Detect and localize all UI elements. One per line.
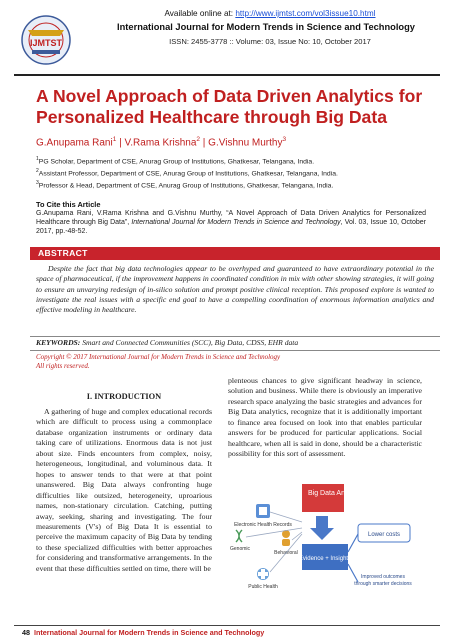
author-name: G.Anupama Rani (36, 137, 113, 149)
affiliation-sup: 2 (36, 168, 39, 174)
journal-url-link[interactable]: http://www.ijmtst.com/vol3issue10.html (235, 9, 376, 18)
figure-label: Lower costs (367, 532, 401, 538)
affiliation (36, 168, 446, 177)
ehr-icon (256, 504, 270, 518)
keywords-label: KEYWORDS: (36, 338, 81, 347)
affiliation-text: Assistant Professor, Department of CSE, Anurag Group of Institutions, Ghatkesar, Telangana, India. (38, 170, 338, 178)
journal-header (0, 0, 453, 74)
affiliation (36, 180, 446, 189)
author-separator: | (200, 137, 209, 149)
public-health-icon (257, 568, 269, 580)
available-prefix: Available online at: (164, 9, 236, 18)
copyright-line: Copyright © 2017 International Journal for Modern Trends in Science and Technology (36, 353, 281, 361)
journal-logo-graphic (14, 12, 78, 68)
big-data-box (302, 484, 344, 512)
affiliation-text: Professor & Head, Department of CSE, Anurag Group of Institutions, Ghatkesar, Telangana, India. (38, 182, 334, 190)
figure-label: Big Data Analytics (308, 490, 365, 497)
big-data-analytics-figure (230, 482, 414, 616)
citation-journal: International Journal for Modern Trends in Science and Technology (131, 219, 341, 227)
abstract-label: ABSTRACT (38, 248, 88, 258)
page-number: 48 (22, 628, 30, 637)
citation-heading: To Cite this Article (36, 200, 101, 209)
keywords-line (36, 338, 436, 347)
header-divider (14, 74, 440, 76)
right-column (228, 376, 422, 460)
footer-journal-name: International Journal for Modern Trends in Science and Technology (34, 628, 265, 637)
keywords-divider-bottom (30, 350, 440, 351)
affiliation-sup: 1 (36, 156, 39, 162)
copyright-notice (36, 353, 336, 371)
citation-part: G.Anupama Rani, V.Rama Krishna and G.Vishnu Murthy, “A Novel Approach of Data Driven Analytics for Personalized Healthcare through Big Data”, (36, 210, 426, 227)
left-column (36, 392, 212, 574)
intro-paragraph-left: A gathering of huge and complex educational records which are difficult to process using a commonplace database organization instruments or ordinary data taking care of utilizations. Enormous data is not just about size. Finds encounters from complex, noisy, heterogeneous, longitudinal, and voluminous data. It hopes to answer tends to that were at that point unanswered. Big Data always confronting huge difficulties like outsized, heterogeneity, uproarious names, non-stationary circulation. Catching, putting away, seeking, sharing and investigating. The four measurements (V's) of Big Data It is essential to perceive the maximum capacity of Big Data by tending to these specialized difficulties with better approaches for considering and transformative arrangements. In the event that these difficulties settled on time, there will be (36, 407, 212, 573)
author-sup: 1 (112, 136, 117, 143)
figure-label: Public Health (248, 584, 278, 590)
figure-graphic (230, 482, 414, 616)
affiliation (36, 156, 446, 165)
author-sup: 3 (282, 136, 287, 143)
intro-paragraph-right: plenteous chances to give significant headway in science, solution and business. While there is obviously an imperative research space analyzing the basic strategies and advances for Big Data analytics, recognize that it is additionally important to finance area focused on look into that enables particular answers for be produced for particular applications. Social healthcare, when all is said in done, should be a characteristic possibility for this sort of assessment. (228, 376, 422, 459)
figure-label: Evidence + Insights (298, 556, 352, 562)
figure-label: Behavioral (274, 550, 298, 556)
journal-name: International Journal for Modern Trends in Science and Technology (117, 22, 415, 32)
paper-title: A Novel Approach of Data Driven Analytics for Personalized Healthcare through Big Data (36, 86, 423, 127)
author-list (36, 136, 436, 148)
improved-outcomes-box (352, 574, 414, 608)
issn-line: ISSN: 2455-3778 :: Volume: 03, Issue No: 10, October 2017 (169, 37, 371, 46)
citation-text (36, 209, 426, 237)
abstract-text: Despite the fact that big data technologies appear to be overhyped and guaranteed to have extraordinary potential in the space of pharmaceutical, if the improvement happens in coordinated condition in mix with other showing strategies, it will going to ensure an unvarying redesign of in-silico solution and prompt positive clinical reception. This proposed explore is wanted to investigate the real issues with a specific end goal to have a compelling coordination of enormous information analytics and effective modeling in healthcare. (36, 264, 434, 315)
keywords-text: Smart and Connected Communities (SCC), Big Data, CDSS, EHR data (80, 338, 299, 347)
figure-label: Electronic Health Records (234, 522, 292, 528)
footer-divider (14, 625, 440, 626)
section-heading-introduction: I. INTRODUCTION (86, 392, 162, 401)
copyright-line: All rights reserved. (36, 361, 90, 370)
journal-logo (14, 12, 78, 68)
author-sup: 2 (196, 136, 201, 143)
abstract-bar (30, 247, 440, 260)
figure-label: Improved outcomes through smarter decisions (354, 574, 412, 587)
author-name: G.Vishnu Murthy (208, 137, 283, 149)
citation-part: , Vol. 03, Issue 10, October 2017, pp.-48-52. (36, 219, 427, 236)
affiliation-text: PG Scholar, Department of CSE, Anurag Group of Institutions, Ghatkesar, Telangana, India. (38, 158, 315, 166)
author-separator: | (116, 137, 125, 149)
figure-label: Genomic (230, 546, 251, 552)
svg-text:IJMTST: IJMTST (29, 38, 63, 48)
available-online-line (120, 9, 420, 18)
keywords-divider-top (30, 336, 440, 337)
affiliation-sup: 3 (36, 180, 39, 186)
author-name: V.Rama Krishna (124, 137, 197, 149)
page-footer (22, 628, 264, 637)
